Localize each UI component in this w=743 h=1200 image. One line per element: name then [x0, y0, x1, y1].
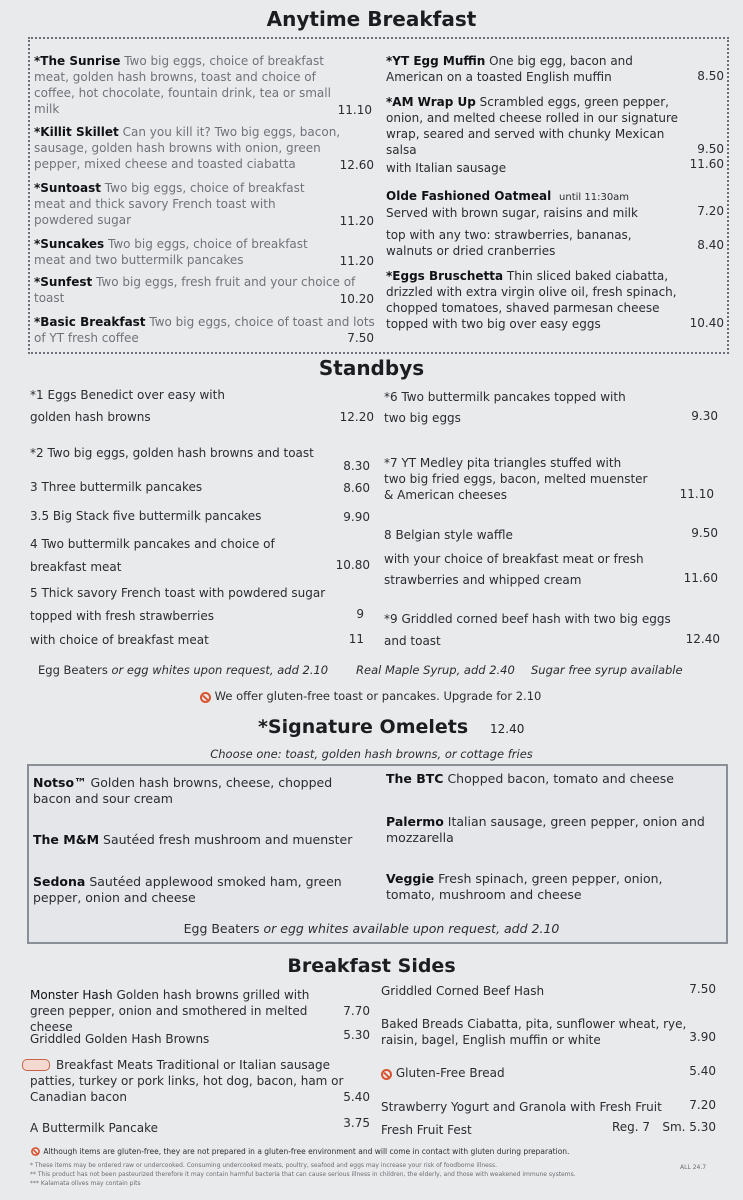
item-desc: Scrambled eggs, green pepper, onion, and melted cheese rolled in our signature wrap, seared and served with chunky Mexican salsa [386, 95, 679, 157]
fine-print-2: ** This product has not been pasteurized therefore it may contain harmful bacteria that can cause serious illness in children, the elderly, and those with weakened immune systems. [30, 1171, 576, 1178]
item-availability: until 11:30am [559, 192, 630, 203]
menu-item [34, 53, 352, 117]
item-price: 10.20 [339, 292, 374, 306]
fine-print-3: *** Kalamata olives may contain pits [30, 1180, 141, 1187]
item-price: 11.60 [683, 571, 718, 585]
menu-item [386, 94, 698, 158]
side-item: Gluten-Free Bread [381, 1065, 641, 1081]
menu-item: 3.5 Big Stack five buttermilk pancakes [30, 509, 262, 523]
item-desc: One big egg, bacon and American on a toasted English muffin [386, 54, 633, 84]
item-price: 8.30 [343, 459, 370, 473]
item-desc: Can you kill it? Two big eggs, bacon, sausage, golden hash browns with onion, green pepper, mixed cheese and toasted ciabatta [34, 125, 341, 171]
item-price: 7.70 [343, 1004, 370, 1018]
item-price: 11 [348, 632, 364, 646]
menu-item: 3 Three buttermilk pancakes [30, 480, 203, 494]
fine-print-1: * These items may be ordered raw or undercooked. Consuming undercooked meats, poultry, seafood and eggs may increase your risk of foodborne illness. [30, 1162, 497, 1169]
side-item: Monster Hash Golden hash browns grilled with green pepper, onion and smothered in melted cheese [30, 988, 310, 1034]
menu-item-variant: with choice of breakfast meat [30, 633, 209, 647]
omelets-note: Egg Beaters or egg whites available upon request, add 2.10 [183, 921, 560, 936]
item-price: 3.90 [689, 1030, 716, 1044]
item-price: 11.10 [337, 103, 372, 117]
item-desc: Two big eggs, choice of breakfast meat and thick savory French toast with powdered sugar [34, 181, 305, 227]
menu-item [34, 124, 352, 172]
omelet-item: Sedona Sautéed applewood smoked ham, green pepper, onion and cheese [33, 874, 342, 905]
menu-item [34, 236, 340, 268]
item-price: 7.20 [689, 1098, 716, 1112]
standbys-sugarfree-note: Sugar free syrup available [531, 663, 683, 677]
item-price: 7.50 [689, 982, 716, 996]
side-item: A Buttermilk Pancake [30, 1121, 159, 1135]
omelet-item: The BTC Chopped bacon, tomato and cheese [386, 771, 674, 786]
gluten-free-note: We offer gluten-free toast or pancakes. Upgrade for 2.10 [200, 689, 541, 703]
menu-item [386, 188, 686, 206]
item-desc: Two big eggs, fresh fruit and your choice of toast [34, 275, 356, 305]
item-name: *Sunfest [34, 275, 93, 289]
no-gluten-icon [200, 692, 211, 703]
item-price: 11.20 [339, 254, 374, 268]
section-title-anytime: Anytime Breakfast [266, 7, 477, 31]
item-desc: Served with brown sugar, raisins and milk [386, 206, 638, 220]
menu-item [386, 268, 702, 332]
item-name: *The Sunrise [34, 54, 121, 68]
side-item: Griddled Corned Beef Hash [381, 984, 545, 998]
item-name: *AM Wrap Up [386, 95, 476, 109]
omelets-price: 12.40 [490, 722, 525, 736]
item-price: 11.60 [689, 157, 724, 171]
item-name: *YT Egg Muffin [386, 54, 486, 68]
item-name: *Basic Breakfast [34, 315, 146, 329]
section-title-standbys: Standbys [318, 356, 425, 380]
menu-item [386, 53, 670, 85]
item-price: 9.30 [691, 409, 718, 423]
menu-item-variant: with your choice of breakfast meat or fresh strawberries and whipped cream [384, 552, 644, 587]
menu-item-variant: top with any two: strawberries, bananas, walnuts or dried cranberries [386, 228, 632, 258]
section-title-omelets: *Signature Omelets [258, 716, 469, 738]
menu-item: 5 Thick savory French toast with powdered sugar topped with fresh strawberries [30, 586, 326, 623]
gluten-disclaimer: Although items are gluten-free, they are not prepared in a gluten-free environment and will come in contact with gluten during preparation. [30, 1146, 569, 1157]
item-desc: Thin sliced baked ciabatta, drizzled with extra virgin olive oil, fresh spinach, chopped tomatoes, shaved parmesan cheese topped with two big over easy eggs [386, 269, 677, 331]
menu-item [34, 180, 334, 228]
item-price: 10.40 [689, 316, 724, 330]
item-price: 11.20 [339, 214, 374, 228]
item-price: 3.75 [343, 1116, 370, 1130]
menu-item [34, 274, 374, 306]
side-item: Griddled Golden Hash Browns [30, 1032, 210, 1046]
menu-item [34, 314, 380, 346]
omelets-choose: Choose one: toast, golden hash browns, or cottage fries [210, 747, 533, 761]
item-desc: Two big eggs, choice of breakfast meat, golden hash browns, toast and choice of coffee, hot chocolate, fountain drink, tea or small milk [34, 54, 331, 116]
no-gluten-icon [381, 1069, 392, 1080]
item-name: *Suncakes [34, 237, 105, 251]
item-price: 7.50 [347, 331, 374, 345]
side-item: Fresh Fruit Fest [381, 1123, 472, 1137]
no-gluten-icon [31, 1147, 40, 1156]
item-price: 5.40 [689, 1064, 716, 1078]
omelet-item: The M&M Sautéed fresh mushroom and muenster [33, 832, 353, 847]
item-price: 5.40 [343, 1090, 370, 1104]
item-desc: Two big eggs, choice of breakfast meat and two buttermilk pancakes [34, 237, 308, 267]
menu-item: 8 Belgian style waffle [384, 528, 513, 542]
item-price: 5.30 [343, 1028, 370, 1042]
item-price: 9.50 [691, 526, 718, 540]
item-price-regular: Reg. 7 [611, 1120, 650, 1134]
section-title-sides: Breakfast Sides [287, 955, 456, 977]
item-name: Olde Fashioned Oatmeal [386, 189, 552, 203]
item-price: 9.90 [343, 510, 370, 524]
menu-code: ALL 24.7 [680, 1164, 707, 1171]
item-price: 12.40 [685, 632, 720, 646]
omelet-item: Veggie Fresh spinach, green pepper, onion, tomato, mushroom and cheese [386, 871, 663, 902]
side-item: Baked Breads Ciabatta, pita, sunflower wheat, rye, raisin, bagel, English muffin or white [381, 1017, 687, 1047]
menu-item: 4 Two buttermilk pancakes and choice of breakfast meat [30, 537, 275, 574]
item-price: 8.40 [697, 238, 724, 252]
side-item: Strawberry Yogurt and Granola with Fresh Fruit [381, 1100, 662, 1114]
menu-item: *1 Eggs Benedict over easy with golden hash browns [30, 388, 225, 424]
item-desc: Two big eggs, choice of toast and lots of YT fresh coffee [34, 315, 375, 345]
item-price: 8.50 [697, 69, 724, 83]
standbys-note: Egg Beaters or egg whites upon request, add 2.10 [38, 663, 329, 677]
item-name: *Eggs Bruschetta [386, 269, 504, 283]
item-price: 12.20 [339, 410, 374, 424]
item-price: 8.60 [343, 481, 370, 495]
omelet-item: Notso™ Golden hash browns, cheese, chopped bacon and sour cream [33, 775, 333, 806]
item-price: 12.60 [339, 158, 374, 172]
menu-item: *9 Griddled corned beef hash with two big eggs and toast [384, 612, 671, 648]
menu-item-variant: with Italian sausage [386, 161, 507, 175]
item-price: 7.20 [697, 204, 724, 218]
side-item: Breakfast Meats Traditional or Italian sausage patties, turkey or pork links, hot dog, bacon, ham or Canadian bacon [30, 1058, 344, 1104]
standbys-syrup-note: Real Maple Syrup, add 2.40 [356, 663, 515, 677]
item-price: 10.80 [335, 558, 370, 572]
menu-item: *7 YT Medley pita triangles stuffed with two big fried eggs, bacon, melted muenster & American cheeses [384, 456, 648, 502]
omelet-item: Palermo Italian sausage, green pepper, onion and mozzarella [386, 814, 705, 845]
item-price: 9.50 [697, 142, 724, 156]
item-price-small: Sm. 5.30 [662, 1120, 716, 1134]
item-name: *Killit Skillet [34, 125, 119, 139]
item-name: *Suntoast [34, 181, 101, 195]
item-price: 11.10 [679, 487, 714, 501]
menu-item: *6 Two buttermilk pancakes topped with two big eggs [384, 390, 626, 425]
menu-item: *2 Two big eggs, golden hash browns and toast [30, 446, 314, 460]
item-price: 9 [356, 607, 364, 621]
